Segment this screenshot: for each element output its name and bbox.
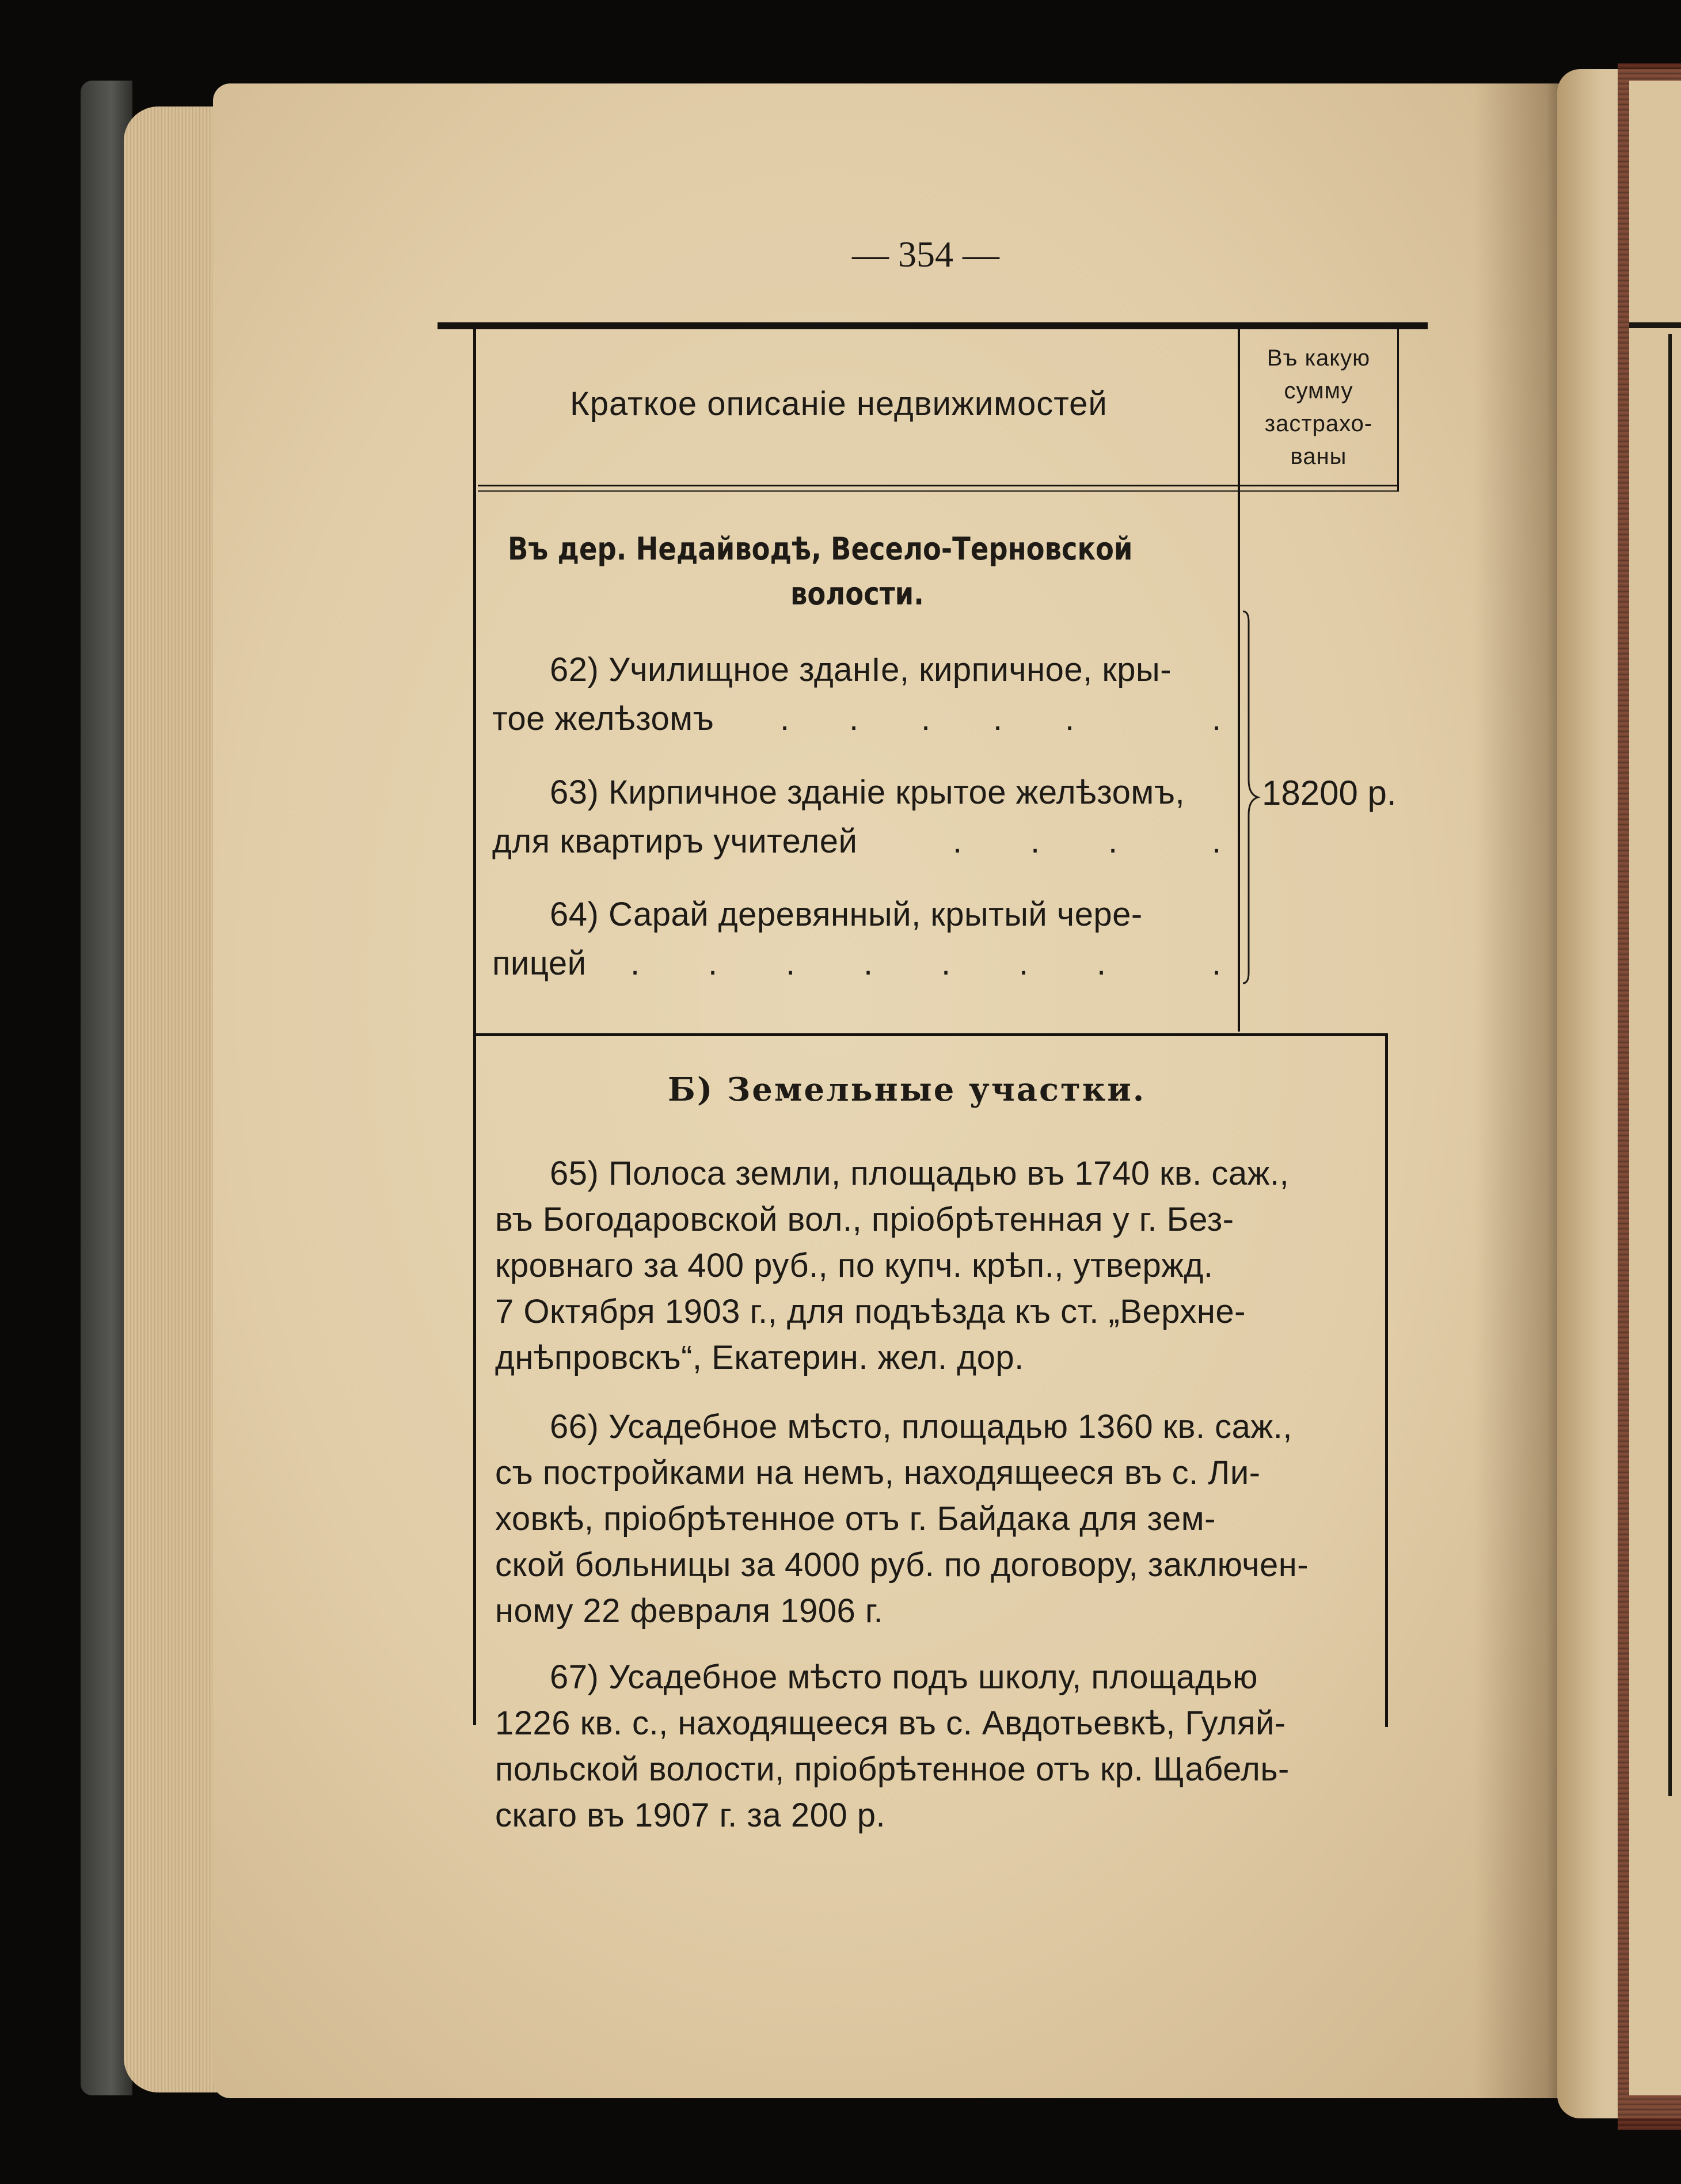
column-divider <box>1238 329 1240 1032</box>
paragraph-line: 66) Усадебное мѣсто, площадью 1360 кв. саж., <box>550 1408 1292 1445</box>
paragraph-line: ному 22 февраля 1906 г. <box>495 1592 884 1630</box>
village-heading: Въ дер. Недайводѣ, Весело-Терновской <box>508 531 1133 567</box>
table-top-rule <box>438 322 1428 329</box>
section-title: Б) Земельные участки. <box>668 1071 1146 1109</box>
table-bottom-rule <box>476 1033 1388 1036</box>
left-margin-rule <box>473 329 476 1725</box>
item-line: 63) Кирпичное зданiе крытое желѣзомъ, <box>550 774 1185 811</box>
table-header-insured: Въ какую <box>1267 345 1371 371</box>
paragraph-line: 65) Полоса земли, площадью въ 1740 кв. саж., <box>550 1155 1290 1192</box>
paragraph-line: скаго въ 1907 г. за 200 р. <box>495 1797 886 1834</box>
insured-amount: 18200 р. <box>1262 774 1397 812</box>
item-line: пицей <box>492 945 587 982</box>
paragraph-line: ской больницы за 4000 руб. по договору, заключен- <box>495 1546 1309 1584</box>
paragraph-line: 67) Усадебное мѣсто подъ школу, площадью <box>550 1658 1258 1696</box>
facing-page-rule <box>1629 322 1681 328</box>
paragraph-line: днѣпровскъ“, Екатерин. жел. дор. <box>495 1339 1024 1376</box>
paragraph-line: 7 Октября 1903 г., для подъѣзда къ ст. „Верхне- <box>495 1293 1246 1330</box>
table-header-insured: ваны <box>1290 444 1347 469</box>
item-line: для квартиръ учителей <box>492 823 858 860</box>
table-header-description: Краткое описанiе недвижимостей <box>570 385 1108 423</box>
header-rule <box>478 485 1399 486</box>
header-rule <box>478 490 1399 492</box>
paragraph-line: 1226 кв. с., находящееся въ с. Авдотьевкѣ, Гуляй- <box>495 1704 1286 1742</box>
facing-page-sliver <box>1629 81 1681 2095</box>
table-header-insured: застрахо- <box>1264 411 1373 436</box>
curly-brace <box>1241 610 1264 984</box>
paragraph-line: съ постройками на немъ, находящееся въ с. Ли- <box>495 1454 1261 1491</box>
village-heading: волости. <box>790 576 924 612</box>
paragraph-line: ховкѣ, прiобрѣтенное отъ г. Байдака для зем- <box>495 1500 1216 1538</box>
item-line: 62) Училищное зданIе, кирпичное, кры- <box>550 651 1172 688</box>
paragraph-line: польской волости, прiобрѣтенное отъ кр. Щабель- <box>495 1751 1290 1788</box>
item-line: тое желѣзомъ <box>492 700 714 737</box>
page-number: — 354 — <box>852 234 999 275</box>
paragraph-line: въ Богодаровской вол., прiобрѣтенная у г. Без- <box>495 1201 1234 1238</box>
paragraph-line: кровнаго за 400 руб., по купч. крѣп., утвержд. <box>495 1247 1214 1284</box>
table-header-insured: сумму <box>1284 378 1353 404</box>
right-margin-rule <box>1385 1036 1388 1727</box>
table-right-rule <box>1397 329 1399 490</box>
facing-page-rule <box>1668 334 1672 1796</box>
item-line: 64) Сарай деревянный, крытый чере- <box>550 896 1143 933</box>
